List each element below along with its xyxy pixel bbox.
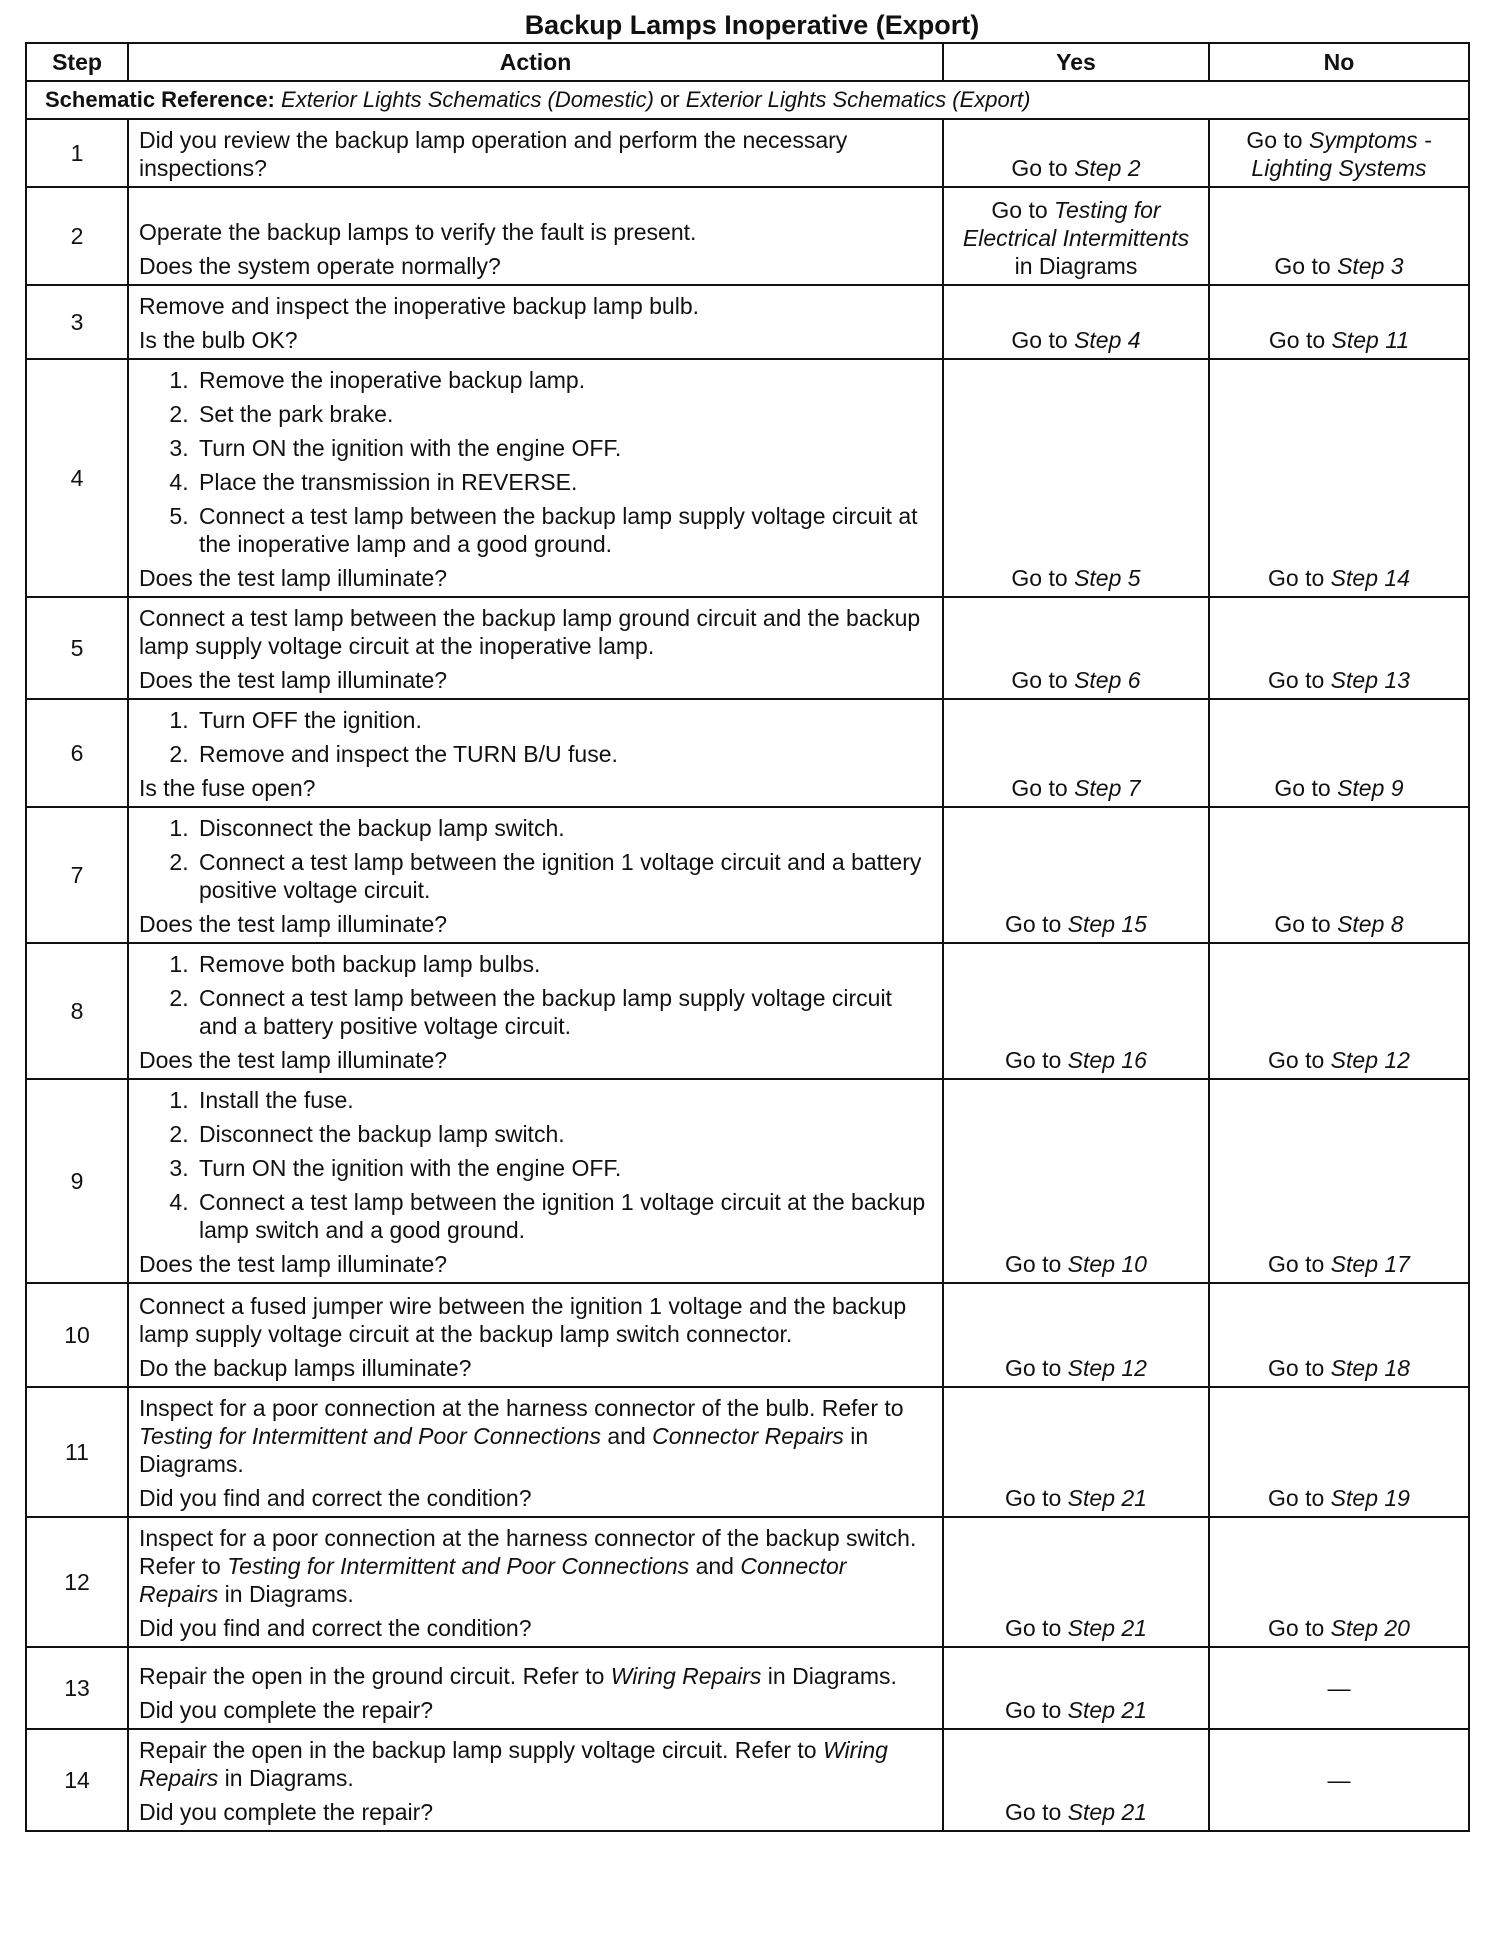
yes-reference: Step 7	[1074, 775, 1141, 801]
action-step-item: 1. Install the fuse.	[195, 1086, 932, 1114]
no-cell	[1209, 359, 1469, 597]
table-row	[26, 807, 1469, 943]
yes-reference: Step 5	[1074, 565, 1141, 591]
yes-cell	[943, 807, 1209, 943]
action-step-item: 2. Connect a test lamp between the ignition 1 voltage circuit and a battery positive voltage circuit.	[195, 848, 932, 904]
action-text-main: Connect a fused jumper wire between the ignition 1 voltage and the backup lamp supply voltage circuit at the backup lamp switch connector.	[139, 1293, 907, 1347]
yes-prefix: Go to	[1005, 1697, 1062, 1723]
step-number: 7	[26, 807, 128, 943]
action-step-item: 3. Turn ON the ignition with the engine OFF.	[195, 434, 932, 462]
table-row	[26, 285, 1469, 359]
yes-cell	[943, 1079, 1209, 1283]
action-question: Does the system operate normally?	[139, 253, 501, 279]
table-row	[26, 943, 1469, 1079]
action-text-tail: in Diagrams.	[767, 1663, 897, 1689]
table-row	[26, 1729, 1469, 1831]
yes-prefix: Go to	[1005, 1799, 1062, 1825]
no-reference: Step 13	[1330, 667, 1410, 693]
table-row	[26, 1517, 1469, 1647]
table-row	[26, 1079, 1469, 1283]
action-cell	[128, 119, 943, 187]
action-steps	[139, 1086, 932, 1244]
action-cell	[128, 699, 943, 807]
action-question: Does the test lamp illuminate?	[139, 911, 448, 937]
no-cell	[1209, 597, 1469, 699]
header-yes: Yes	[943, 43, 1209, 81]
step-number: 11	[26, 1387, 128, 1517]
yes-cell	[943, 943, 1209, 1079]
schematic-reference	[26, 81, 1469, 119]
no-cell	[1209, 187, 1469, 285]
reference-link: Testing for Intermittent and Poor Connections	[227, 1553, 690, 1579]
action-step-item: 1. Remove both backup lamp bulbs.	[195, 950, 932, 978]
action-step-item: 1. Remove the inoperative backup lamp.	[195, 366, 932, 394]
yes-prefix: Go to	[1005, 911, 1062, 937]
table-row	[26, 1283, 1469, 1387]
schematic-ref-export: Exterior Lights Schematics (Export)	[685, 87, 1031, 112]
action-steps	[139, 814, 932, 904]
action-cell	[128, 807, 943, 943]
action-question: Did you find and correct the condition?	[139, 1485, 532, 1511]
action-text	[139, 1394, 932, 1478]
yes-prefix: Go to	[1005, 1355, 1062, 1381]
action-text	[139, 604, 932, 660]
yes-cell	[943, 285, 1209, 359]
yes-cell	[943, 1517, 1209, 1647]
no-reference: Step 17	[1330, 1251, 1410, 1277]
action-cell	[128, 1729, 943, 1831]
action-question: Did you find and correct the condition?	[139, 1615, 532, 1641]
no-cell	[1209, 1283, 1469, 1387]
yes-reference: Step 6	[1074, 667, 1141, 693]
table-row	[26, 119, 1469, 187]
action-question: Did you complete the repair?	[139, 1697, 434, 1723]
no-cell	[1209, 1387, 1469, 1517]
step-number: 3	[26, 285, 128, 359]
no-reference: Step 9	[1337, 775, 1404, 801]
no-cell	[1209, 1517, 1469, 1647]
action-text-main: Connect a test lamp between the backup lamp ground circuit and the backup lamp supply voltage circuit at the inoperative lamp.	[139, 605, 921, 659]
action-question: Does the test lamp illuminate?	[139, 565, 448, 591]
no-prefix: Go to	[1246, 127, 1303, 153]
no-cell	[1209, 285, 1469, 359]
action-step-item: 3. Turn ON the ignition with the engine OFF.	[195, 1154, 932, 1182]
table-row	[26, 597, 1469, 699]
action-step-item: 5. Connect a test lamp between the backup lamp supply voltage circuit at the inoperative lamp and a good ground.	[195, 502, 932, 558]
action-cell	[128, 597, 943, 699]
action-question: Does the test lamp illuminate?	[139, 1251, 448, 1277]
no-prefix: Go to	[1274, 911, 1331, 937]
no-prefix: Go to	[1268, 1355, 1325, 1381]
action-steps	[139, 366, 932, 558]
no-prefix: Go to	[1268, 667, 1325, 693]
reference-link: Testing for Intermittent and Poor Connections	[139, 1423, 601, 1449]
yes-prefix: Go to	[1011, 565, 1068, 591]
yes-prefix: Go to	[1005, 1615, 1062, 1641]
no-reference: Step 18	[1330, 1355, 1410, 1381]
action-text	[139, 1524, 932, 1608]
action-text	[139, 292, 932, 320]
yes-reference: Testing for Electrical Intermittents	[962, 197, 1190, 251]
no-prefix: Go to	[1274, 253, 1331, 279]
no-prefix: Go to	[1274, 775, 1331, 801]
no-dash: —	[1327, 1675, 1351, 1701]
action-text-main: Remove and inspect the inoperative backup lamp bulb.	[139, 293, 700, 319]
yes-cell	[943, 1387, 1209, 1517]
no-dash: —	[1327, 1767, 1351, 1793]
action-step-item: 1. Turn OFF the ignition.	[195, 706, 932, 734]
schematic-label: Schematic Reference:	[45, 87, 275, 112]
header-no: No	[1209, 43, 1469, 81]
yes-cell	[943, 359, 1209, 597]
action-question: Does the test lamp illuminate?	[139, 667, 448, 693]
yes-reference: Step 21	[1067, 1615, 1147, 1641]
action-step-item: 1. Disconnect the backup lamp switch.	[195, 814, 932, 842]
yes-reference: Step 10	[1067, 1251, 1147, 1277]
header-step: Step	[26, 43, 128, 81]
no-prefix: Go to	[1268, 1485, 1325, 1511]
yes-cell	[943, 699, 1209, 807]
action-text	[139, 218, 932, 246]
action-question: Is the bulb OK?	[139, 327, 298, 353]
action-question: Do the backup lamps illuminate?	[139, 1355, 472, 1381]
step-number: 4	[26, 359, 128, 597]
action-step-item: 4. Place the transmission in REVERSE.	[195, 468, 932, 496]
action-question: Does the test lamp illuminate?	[139, 1047, 448, 1073]
no-cell	[1209, 943, 1469, 1079]
yes-cell	[943, 1729, 1209, 1831]
action-text	[139, 1662, 932, 1690]
no-cell	[1209, 699, 1469, 807]
step-number: 2	[26, 187, 128, 285]
no-reference: Step 19	[1330, 1485, 1410, 1511]
yes-reference: Step 21	[1067, 1799, 1147, 1825]
action-cell	[128, 1079, 943, 1283]
step-number: 13	[26, 1647, 128, 1729]
yes-cell	[943, 1647, 1209, 1729]
action-step-item: 4. Connect a test lamp between the ignition 1 voltage circuit at the backup lamp switch and a good ground.	[195, 1188, 932, 1244]
yes-reference: Step 12	[1067, 1355, 1147, 1381]
no-cell	[1209, 119, 1469, 187]
action-cell	[128, 1517, 943, 1647]
action-text-and: and	[695, 1553, 734, 1579]
table-row	[26, 1647, 1469, 1729]
yes-prefix: Go to	[1011, 155, 1068, 181]
action-text-main: Repair the open in the backup lamp supply voltage circuit. Refer to	[139, 1737, 817, 1763]
action-text	[139, 1292, 932, 1348]
no-cell	[1209, 1729, 1469, 1831]
action-text-main: Inspect for a poor connection at the harness connector of the bulb. Refer to	[139, 1395, 904, 1421]
no-reference: Symptoms - Lighting Systems	[1251, 127, 1432, 181]
schematic-or: or	[660, 87, 680, 112]
no-reference: Step 8	[1337, 911, 1404, 937]
action-question: Did you complete the repair?	[139, 1799, 434, 1825]
reference-link: Wiring Repairs	[139, 1737, 888, 1791]
table-row	[26, 699, 1469, 807]
action-step-item: 2. Set the park brake.	[195, 400, 932, 428]
yes-prefix: Go to	[1011, 327, 1068, 353]
action-steps	[139, 950, 932, 1040]
page-title: Backup Lamps Inoperative (Export)	[524, 10, 980, 40]
step-number: 1	[26, 119, 128, 187]
action-cell	[128, 359, 943, 597]
schematic-ref-domestic: Exterior Lights Schematics (Domestic)	[281, 87, 654, 112]
yes-prefix: Go to	[1005, 1047, 1062, 1073]
yes-prefix: Go to	[1005, 1251, 1062, 1277]
no-reference: Step 12	[1330, 1047, 1410, 1073]
step-number: 6	[26, 699, 128, 807]
no-prefix: Go to	[1268, 565, 1325, 591]
no-cell	[1209, 807, 1469, 943]
action-step-item: 2. Remove and inspect the TURN B/U fuse.	[195, 740, 932, 768]
no-prefix: Go to	[1268, 1251, 1325, 1277]
step-number: 10	[26, 1283, 128, 1387]
action-text-main: Did you review the backup lamp operation and perform the necessary inspections?	[139, 127, 848, 181]
no-cell	[1209, 1079, 1469, 1283]
no-cell	[1209, 1647, 1469, 1729]
diagnostic-table	[25, 42, 1470, 1832]
action-cell	[128, 1283, 943, 1387]
yes-reference: Step 16	[1067, 1047, 1147, 1073]
table-row	[26, 1387, 1469, 1517]
yes-cell	[943, 1283, 1209, 1387]
action-text-tail: in Diagrams.	[139, 1423, 869, 1477]
action-cell	[128, 943, 943, 1079]
yes-suffix: in Diagrams	[1014, 253, 1138, 279]
no-prefix: Go to	[1268, 1047, 1325, 1073]
yes-prefix: Go to	[1011, 775, 1068, 801]
action-cell	[128, 187, 943, 285]
action-text-and: and	[607, 1423, 646, 1449]
action-question: Is the fuse open?	[139, 775, 316, 801]
action-text	[139, 1736, 932, 1792]
action-text	[139, 126, 932, 182]
no-prefix: Go to	[1268, 1615, 1325, 1641]
yes-cell	[943, 597, 1209, 699]
action-steps	[139, 706, 932, 768]
reference-link: Connector Repairs	[139, 1553, 847, 1607]
no-reference: Step 14	[1330, 565, 1410, 591]
step-number: 9	[26, 1079, 128, 1283]
action-text-tail: in Diagrams.	[224, 1581, 354, 1607]
yes-reference: Step 2	[1074, 155, 1141, 181]
no-prefix: Go to	[1268, 327, 1326, 353]
yes-reference: Step 21	[1067, 1485, 1147, 1511]
no-reference: Step 20	[1330, 1615, 1410, 1641]
action-text-main: Repair the open in the ground circuit. Refer to	[139, 1663, 605, 1689]
action-text-main: Operate the backup lamps to verify the fault is present.	[139, 219, 697, 245]
action-cell	[128, 285, 943, 359]
header-action: Action	[128, 43, 943, 81]
no-reference: Step 3	[1337, 253, 1404, 279]
step-number: 12	[26, 1517, 128, 1647]
reference-link: Connector Repairs	[652, 1423, 844, 1449]
yes-reference: Step 21	[1067, 1697, 1147, 1723]
action-step-item: 2. Disconnect the backup lamp switch.	[195, 1120, 932, 1148]
table-row	[26, 359, 1469, 597]
action-text-main: Inspect for a poor connection at the harness connector of the backup switch. Refer to	[139, 1525, 917, 1579]
yes-cell	[943, 187, 1209, 285]
yes-reference: Step 4	[1074, 327, 1141, 353]
no-reference: Step 11	[1331, 327, 1410, 353]
step-number: 5	[26, 597, 128, 699]
yes-cell	[943, 119, 1209, 187]
action-text-tail: in Diagrams.	[224, 1765, 354, 1791]
action-cell	[128, 1387, 943, 1517]
yes-prefix: Go to	[1005, 1485, 1062, 1511]
schematic-reference-row	[26, 81, 1469, 119]
step-number: 14	[26, 1729, 128, 1831]
reference-link: Wiring Repairs	[610, 1663, 762, 1689]
yes-reference: Step 15	[1067, 911, 1147, 937]
action-step-item: 2. Connect a test lamp between the backup lamp supply voltage circuit and a battery positive voltage circuit.	[195, 984, 932, 1040]
header-row	[26, 43, 1469, 81]
yes-prefix: Go to	[991, 197, 1048, 223]
yes-prefix: Go to	[1011, 667, 1068, 693]
step-number: 8	[26, 943, 128, 1079]
action-cell	[128, 1647, 943, 1729]
table-row	[26, 187, 1469, 285]
